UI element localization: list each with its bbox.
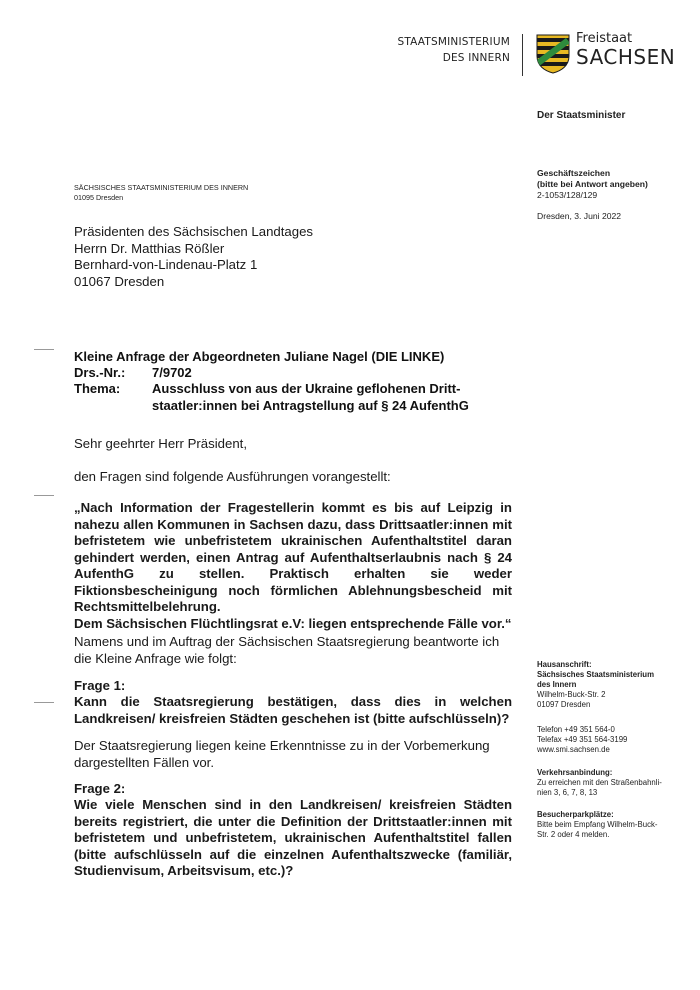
brand-freistaat: Freistaat: [576, 31, 633, 46]
question-1-label: Frage 1:: [74, 678, 126, 693]
thema-label: Thema:: [74, 381, 121, 397]
minister-title: Der Staatsminister: [537, 110, 626, 121]
question-2-label: Frage 2:: [74, 781, 126, 796]
quote-last-line: Dem Sächsischen Flüchtlingsrat e.V: liegen entsprechende Fälle vor.“: [74, 615, 512, 631]
fold-mark: [34, 349, 54, 350]
verkehr-line2: nien 3, 6, 7, 8, 13: [537, 788, 598, 797]
address-line4: 01067 Dresden: [74, 273, 165, 289]
sidebar-parking: [537, 810, 657, 840]
address-line2: Herrn Dr. Matthias Rößler: [74, 240, 225, 256]
reference-label: Geschäftszeichen: [537, 168, 611, 178]
ministry-name-line2: DES INNERN: [442, 52, 510, 64]
reference-block: [537, 168, 648, 201]
ministry-name: [392, 34, 510, 66]
hausanschrift-line2: des Innern: [537, 680, 577, 689]
hausanschrift-line1: Sächsisches Staatsministerium: [537, 670, 655, 679]
answer-intro: Namens und im Auftrag der Sächsischen Staatsregierung beantworte ich die Kleine Anfrage wie folgt:: [74, 634, 500, 666]
parking-label: Besucherparkplätze:: [537, 810, 614, 819]
sender-line2: 01095 Dresden: [74, 193, 124, 202]
answer-1-text: Der Staatsregierung liegen keine Erkenntnisse zu in der Vorbemerkung dargestellten Fällen vor.: [74, 738, 490, 770]
address-line3: Bernhard-von-Lindenau-Platz 1: [74, 257, 258, 272]
sidebar-verkehr: [537, 768, 662, 798]
hausanschrift-line3: Wilhelm-Buck-Str. 2: [537, 690, 606, 699]
hausanschrift-line4: 01097 Dresden: [537, 700, 591, 709]
sender-line1: SÄCHSISCHES STAATSMINISTERIUM DES INNERN: [74, 183, 249, 192]
intro-text: den Fragen sind folgende Ausführungen vorangestellt:: [74, 469, 391, 484]
brand: [576, 31, 675, 68]
drs-value: 7/9702: [152, 365, 192, 381]
drs-label: Drs.-Nr.:: [74, 365, 126, 381]
phone-number: Telefon +49 351 564-0: [537, 725, 615, 734]
letterhead-divider: [522, 34, 523, 76]
quote-paragraph: „Nach Information der Fragestellerin kommt es bis auf Leipzig in nahezu allen Kommunen in Sachsen dazu, dass Drittsaatler:innen mit befristetem wie unbefristetem ukrainischen Aufenthaltstitel daran gehindert werden, einen Antrag auf Aufenthaltserlaubnis nach § 24 AufenthG zu stellen. Praktisch erhalten sie weder Fiktionsbescheinigung noch förmlichen Ablehnungsbescheid mit Rechtsmittelbelehrung.: [74, 500, 512, 614]
question-2-text: Wie viele Menschen sind in den Landkreisen/ kreisfreien Städten bereits registriert, die unter die Definition der Drittstaatler:innen mit befristetem und unbefristetem, ukrainischen Aufenthaltstitel fallen (bitte aufschlüsseln auf die einzelnen Aufenthaltszwecke (familiär, Studienvisum, Arbeitsvisum, etc.)?: [74, 797, 512, 878]
fold-mark: [34, 702, 54, 703]
reference-hint: (bitte bei Antwort angeben): [537, 179, 648, 189]
verkehr-label: Verkehrsanbindung:: [537, 768, 613, 777]
quoted-preamble: [74, 500, 512, 632]
verkehr-line1: Zu erreichen mit den Straßenbahnli-: [537, 778, 662, 787]
address-line1: Präsidenten des Sächsischen Landtages: [74, 224, 314, 239]
saxony-coat-of-arms-icon: [536, 34, 570, 74]
thema-line1: Ausschluss von aus der Ukraine geflohenen Dritt-: [152, 381, 461, 397]
sender-line: [74, 183, 248, 203]
subject-title: Kleine Anfrage der Abgeordneten Juliane Nagel (DIE LINKE): [74, 349, 445, 364]
sidebar-contact: [537, 725, 627, 755]
thema-line2: staatler:innen bei Antragstellung auf § 24 AufenthG: [152, 397, 469, 413]
fax-number: Telefax +49 351 564-3199: [537, 735, 628, 744]
letter-date: Dresden, 3. Juni 2022: [537, 211, 622, 221]
ministry-name-line1: STAATSMINISTERIUM: [397, 36, 510, 48]
brand-sachsen: SACHSEN: [576, 45, 676, 69]
parking-line2: Str. 2 oder 4 melden.: [537, 830, 610, 839]
hausanschrift-label: Hausanschrift:: [537, 660, 592, 669]
punch-mark: [34, 495, 54, 496]
question-1-text: Kann die Staatsregierung bestätigen, dass dies in welchen Landkreisen/ kreisfreien Städten geschehen ist (bitte aufschlüsseln)?: [74, 694, 512, 726]
parking-line1: Bitte beim Empfang Wilhelm-Buck-: [537, 820, 658, 829]
salutation: Sehr geehrter Herr Präsident,: [74, 436, 247, 451]
thema-text: [152, 381, 469, 413]
recipient-address: [74, 224, 313, 290]
reference-number: 2-1053/128/129: [537, 190, 598, 200]
website-link[interactable]: www.smi.sachsen.de: [537, 745, 610, 754]
subject-block: [74, 349, 469, 414]
sidebar-hausanschrift: [537, 660, 654, 710]
